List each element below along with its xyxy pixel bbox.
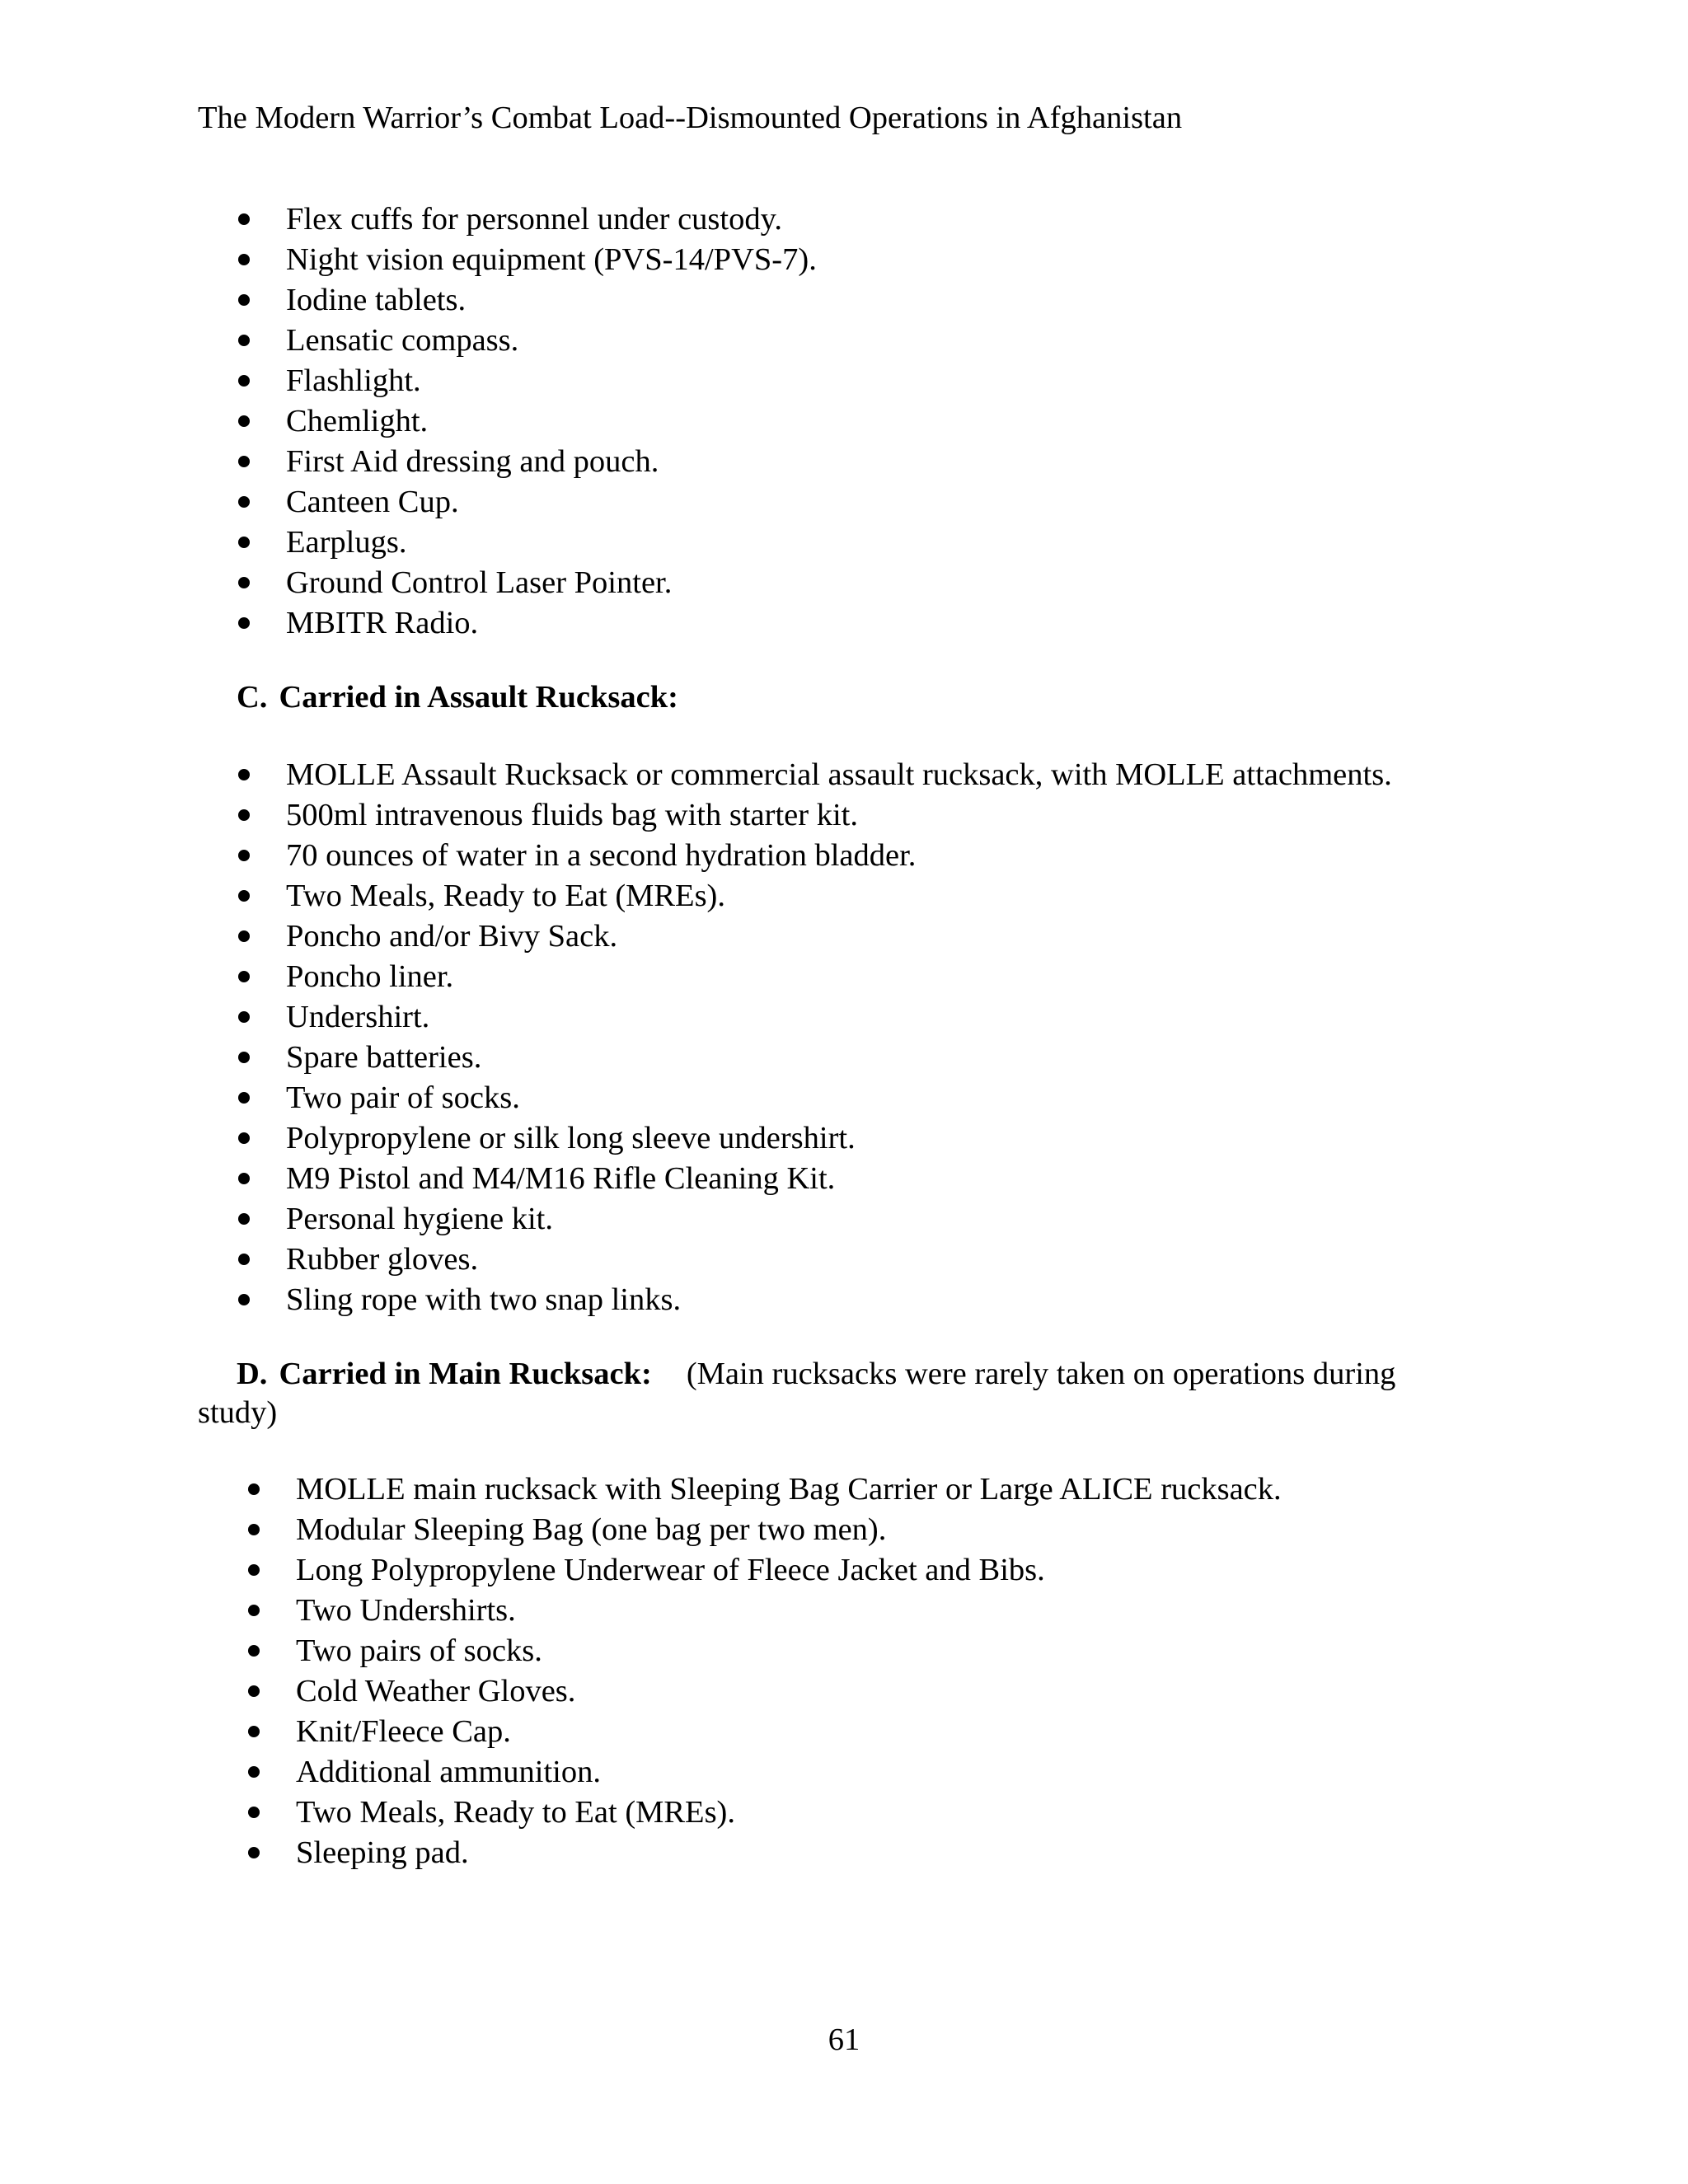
bullet-icon xyxy=(248,1645,260,1657)
list-item-text: Poncho liner. xyxy=(286,959,454,994)
bullet-icon xyxy=(248,1524,260,1535)
bullet-icon xyxy=(238,335,250,346)
bullet-icon xyxy=(238,1213,250,1225)
list-item-text: Night vision equipment (PVS-14/PVS-7). xyxy=(286,242,817,277)
section-d-heading xyxy=(237,1354,1395,1394)
list-item-text: Sling rope with two snap links. xyxy=(286,1282,682,1317)
list-item-text: Long Polypropylene Underwear of Fleece Jacket and Bibs. xyxy=(296,1553,1045,1587)
list-item-text: Two Meals, Ready to Eat (MREs). xyxy=(286,879,726,913)
list-item-text: MOLLE main rucksack with Sleeping Bag Carrier or Large ALICE rucksack. xyxy=(296,1472,1282,1507)
list-item-text: Two Undershirts. xyxy=(296,1593,516,1628)
bullet-icon xyxy=(238,617,250,629)
list-item-text: First Aid dressing and pouch. xyxy=(286,444,659,479)
section-title: Carried in Assault Rucksack: xyxy=(279,680,678,715)
list-item-text: Earplugs. xyxy=(286,525,407,560)
list-item-text: Spare batteries. xyxy=(286,1040,482,1075)
list-item-text: Canteen Cup. xyxy=(286,485,459,519)
list-item-text: Flashlight. xyxy=(286,363,421,398)
bullet-icon xyxy=(238,1173,250,1184)
section-letter: C. xyxy=(237,680,268,715)
list-item-text: Additional ammunition. xyxy=(296,1755,601,1789)
list-item-text: Chemlight. xyxy=(286,404,429,438)
section-title: Carried in Main Rucksack: xyxy=(279,1357,652,1391)
list-item-text: Sleeping pad. xyxy=(296,1835,469,1870)
bullet-icon xyxy=(238,577,250,588)
bullet-icon xyxy=(238,971,250,982)
list-item-text: Modular Sleeping Bag (one bag per two men). xyxy=(296,1512,887,1547)
bullet-icon xyxy=(248,1726,260,1737)
bullet-icon xyxy=(248,1807,260,1818)
bullet-icon xyxy=(248,1605,260,1616)
section-note: (Main rucksacks were rarely taken on operations during xyxy=(686,1357,1396,1391)
section-note-continuation: study) xyxy=(198,1395,278,1430)
bullet-icon xyxy=(238,254,250,265)
bullet-icon xyxy=(238,809,250,821)
list-item-text: Two pairs of socks. xyxy=(296,1633,542,1668)
list-item-text: MOLLE Assault Rucksack or commercial assault rucksack, with MOLLE attachments. xyxy=(286,757,1392,792)
bullet-icon xyxy=(238,890,250,902)
list-item-text: Poncho and/or Bivy Sack. xyxy=(286,919,618,954)
list-item-text: Flex cuffs for personnel under custody. xyxy=(286,202,782,237)
bullet-icon xyxy=(248,1564,260,1576)
section-c-heading xyxy=(237,677,678,718)
list-item-text: Ground Control Laser Pointer. xyxy=(286,565,673,600)
page-number: 61 xyxy=(828,2022,860,2057)
bullet-icon xyxy=(248,1483,260,1495)
bullet-icon xyxy=(238,375,250,387)
bullet-icon xyxy=(238,1011,250,1023)
bullet-icon xyxy=(238,1132,250,1144)
running-header: The Modern Warrior’s Combat Load--Dismounted Operations in Afghanistan xyxy=(198,101,1183,135)
bullet-icon xyxy=(238,456,250,467)
bullet-icon xyxy=(248,1766,260,1778)
bullet-icon xyxy=(238,1254,250,1265)
bullet-icon xyxy=(248,1685,260,1697)
bullet-icon xyxy=(238,415,250,427)
bullet-icon xyxy=(238,1294,250,1305)
list-item-text: 70 ounces of water in a second hydration bladder. xyxy=(286,838,917,873)
bullet-icon xyxy=(238,294,250,306)
list-item-text: Lensatic compass. xyxy=(286,323,519,358)
list-item-text: Iodine tablets. xyxy=(286,283,467,317)
bullet-icon xyxy=(238,213,250,225)
bullet-icon xyxy=(238,850,250,861)
list-item-text: 500ml intravenous fluids bag with starter kit. xyxy=(286,798,858,832)
list-item-text: Undershirt. xyxy=(286,1000,430,1034)
list-item-text: M9 Pistol and M4/M16 Rifle Cleaning Kit. xyxy=(286,1161,836,1196)
list-item-text: Rubber gloves. xyxy=(286,1242,479,1277)
list-item-text: Two pair of socks. xyxy=(286,1080,520,1115)
bullet-icon xyxy=(248,1847,260,1858)
list-item-text: Polypropylene or silk long sleeve undershirt. xyxy=(286,1121,856,1155)
bullet-icon xyxy=(238,1092,250,1104)
list-item-text: Personal hygiene kit. xyxy=(286,1202,553,1236)
bullet-icon xyxy=(238,930,250,942)
bullet-icon xyxy=(238,537,250,548)
list-item-text: Knit/Fleece Cap. xyxy=(296,1714,511,1749)
list-item-text: Cold Weather Gloves. xyxy=(296,1674,576,1708)
list-item-text: Two Meals, Ready to Eat (MREs). xyxy=(296,1795,736,1830)
section-letter: D. xyxy=(237,1357,268,1391)
bullet-icon xyxy=(238,1052,250,1063)
bullet-icon xyxy=(238,769,250,780)
bullet-icon xyxy=(238,496,250,508)
list-item-text: MBITR Radio. xyxy=(286,606,479,640)
